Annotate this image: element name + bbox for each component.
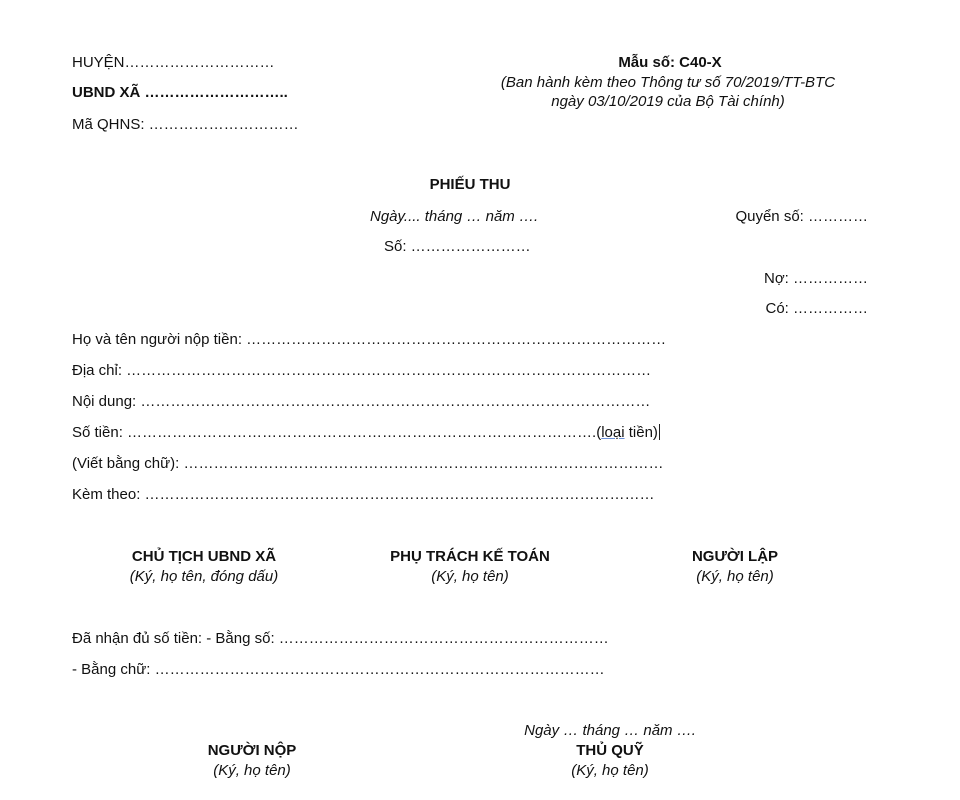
- receipt-number: Số: ……………………: [384, 238, 531, 255]
- payer-signature-note: (Ký, họ tên): [213, 762, 291, 779]
- commune-field: UBND XÃ ………………………..: [72, 84, 288, 101]
- received-numbers-field: Đã nhận đủ số tiền: - Bằng số: …………………………………………………………: [72, 630, 609, 647]
- attached-field: Kèm theo: …………………………………………………………………………………………: [72, 486, 655, 503]
- currency-word: loại: [601, 424, 625, 441]
- preparer-title: NGƯỜI LẬP: [691, 548, 779, 565]
- cashier-signature-note: (Ký, họ tên): [571, 762, 649, 779]
- amount-in-words-field: (Viết bằng chữ): ……………………………………………………………………………………: [72, 455, 664, 472]
- content-field: Nội dung: …………………………………………………………………………………………: [72, 393, 651, 410]
- preparer-note: (Ký, họ tên): [696, 568, 774, 585]
- issued-line-2: ngày 03/10/2019 của Bộ Tài chính): [551, 93, 785, 110]
- issued-line-1: (Ban hành kèm theo Thông tư số 70/2019/TT-BTC: [500, 74, 836, 91]
- qhns-field: Mã QHNS: …………………………: [72, 116, 299, 133]
- chairman-title: CHỦ TỊCH UBND XÃ: [131, 548, 277, 565]
- debit-account: Nợ: ……………: [763, 270, 868, 287]
- book-number: Quyển số: …………: [735, 208, 868, 225]
- accountant-title: PHỤ TRÁCH KẾ TOÁN: [390, 548, 550, 565]
- cashier-signature-title: THỦ QUỸ: [576, 742, 644, 759]
- bottom-date-line: Ngày … tháng … năm ….: [524, 722, 696, 739]
- payer-signature-title: NGƯỜI NỘP: [207, 742, 297, 759]
- currency-open: (: [596, 424, 602, 441]
- document-title: PHIẾU THU: [429, 176, 511, 193]
- district-field: HUYỆN…………………………: [72, 54, 275, 71]
- text-cursor: [659, 424, 660, 440]
- chairman-note: (Ký, họ tên, đóng dấu): [129, 568, 279, 585]
- currency-rest: tiền): [624, 424, 658, 441]
- payer-name-field: Họ và tên người nộp tiền: …………………………………………………………………………: [72, 331, 667, 348]
- credit-account: Có: ……………: [765, 300, 868, 317]
- received-words-field: - Bằng chữ: ………………………………………………………………………………: [72, 661, 605, 678]
- accountant-note: (Ký, họ tên): [431, 568, 509, 585]
- form-number: Mẫu số: C40-X: [618, 54, 722, 71]
- address-field: Địa chỉ: ……………………………………………………………………………………………: [72, 362, 652, 379]
- date-line: Ngày.... tháng … năm ….: [370, 208, 539, 225]
- amount-label: Số tiền: ………………………………………………………………………………….: [72, 424, 597, 441]
- amount-field: [72, 424, 660, 442]
